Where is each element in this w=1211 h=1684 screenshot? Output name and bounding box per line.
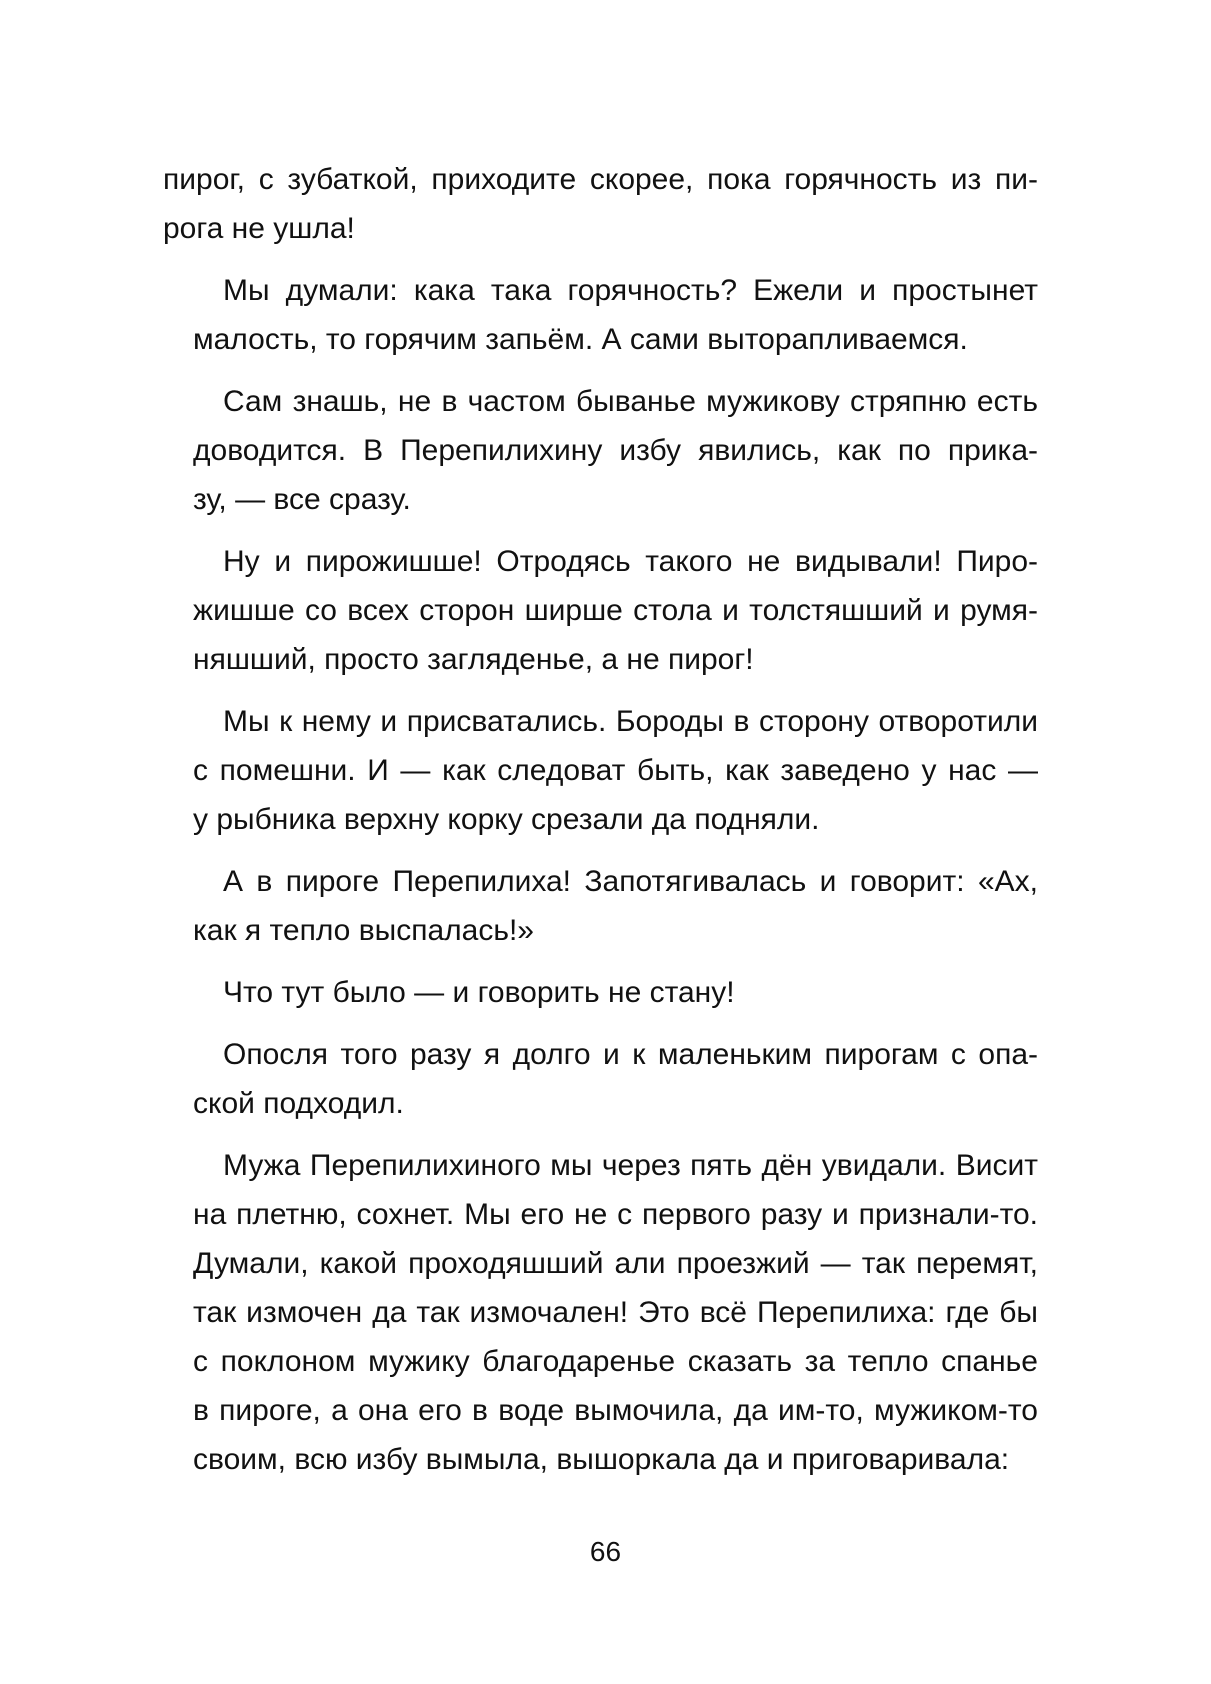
paragraph bbox=[163, 697, 1038, 844]
text-line: своим, всю избу вымыла, вышоркала да и приговаривала: bbox=[193, 1443, 1010, 1476]
text-line: жишше со всех сторон ширше стола и толстяшший и румя- bbox=[193, 594, 1038, 627]
text-line: у рыбника верхну корку срезали да подняли. bbox=[193, 803, 820, 836]
paragraph bbox=[163, 537, 1038, 684]
text-line: на плетню, сохнет. Мы его не с первого разу и признали-то. bbox=[193, 1198, 1038, 1231]
text-line: пирог, с зубаткой, приходите скорее, пока горячность из пи- bbox=[163, 163, 1038, 196]
paragraph bbox=[163, 1030, 1038, 1128]
text-line: с помешни. И — как следоват быть, как заведено у нас — bbox=[193, 754, 1038, 787]
text-line: Ну и пирожишше! Отродясь такого не видывали! Пиро- bbox=[223, 545, 1038, 578]
paragraph bbox=[163, 1141, 1038, 1484]
text-line: с поклоном мужику благодаренье сказать за тепло спанье bbox=[193, 1345, 1038, 1378]
text-line: как я тепло выспалась!» bbox=[193, 914, 534, 947]
paragraph bbox=[163, 857, 1038, 955]
paragraph bbox=[163, 968, 1038, 1017]
text-line: Мужа Перепилихиного мы через пять дён увидали. Висит bbox=[223, 1149, 1038, 1182]
text-line: рога не ушла! bbox=[163, 212, 355, 245]
paragraph bbox=[163, 377, 1038, 524]
text-line: А в пироге Перепилиха! Запотягивалась и говорит: «Ах, bbox=[223, 865, 1038, 898]
text-line: Думали, какой проходяшший али проезжий — так перемят, bbox=[193, 1247, 1038, 1280]
text-line: доводится. В Перепилихину избу явились, как по прика- bbox=[193, 434, 1038, 467]
text-line: ской подходил. bbox=[193, 1087, 404, 1120]
text-line: Мы думали: кака така горячность? Ежели и простынет bbox=[223, 274, 1038, 307]
text-line: няшший, просто загляденье, а не пирог! bbox=[193, 643, 754, 676]
text-line: Опосля того разу я долго и к маленьким пирогам с опа- bbox=[223, 1038, 1038, 1071]
text-line: малость, то горячим запьём. А сами выторапливаемся. bbox=[193, 323, 968, 356]
body-text bbox=[163, 155, 1038, 1497]
text-line: так измочен да так измочален! Это всё Перепилиха: где бы bbox=[193, 1296, 1038, 1329]
text-line: Сам знашь, не в частом быванье мужикову стряпню есть bbox=[223, 385, 1038, 418]
text-line: Мы к нему и присватались. Бороды в сторону отворотили bbox=[223, 705, 1038, 738]
page-number: 66 bbox=[589, 1536, 622, 1567]
paragraph bbox=[163, 155, 1038, 253]
paragraph bbox=[163, 266, 1038, 364]
text-line: Что тут было — и говорить не стану! bbox=[223, 976, 735, 1009]
text-line: в пироге, а она его в воде вымочила, да им-то, мужиком-то bbox=[193, 1394, 1038, 1427]
text-line: зу, — все сразу. bbox=[193, 483, 411, 516]
